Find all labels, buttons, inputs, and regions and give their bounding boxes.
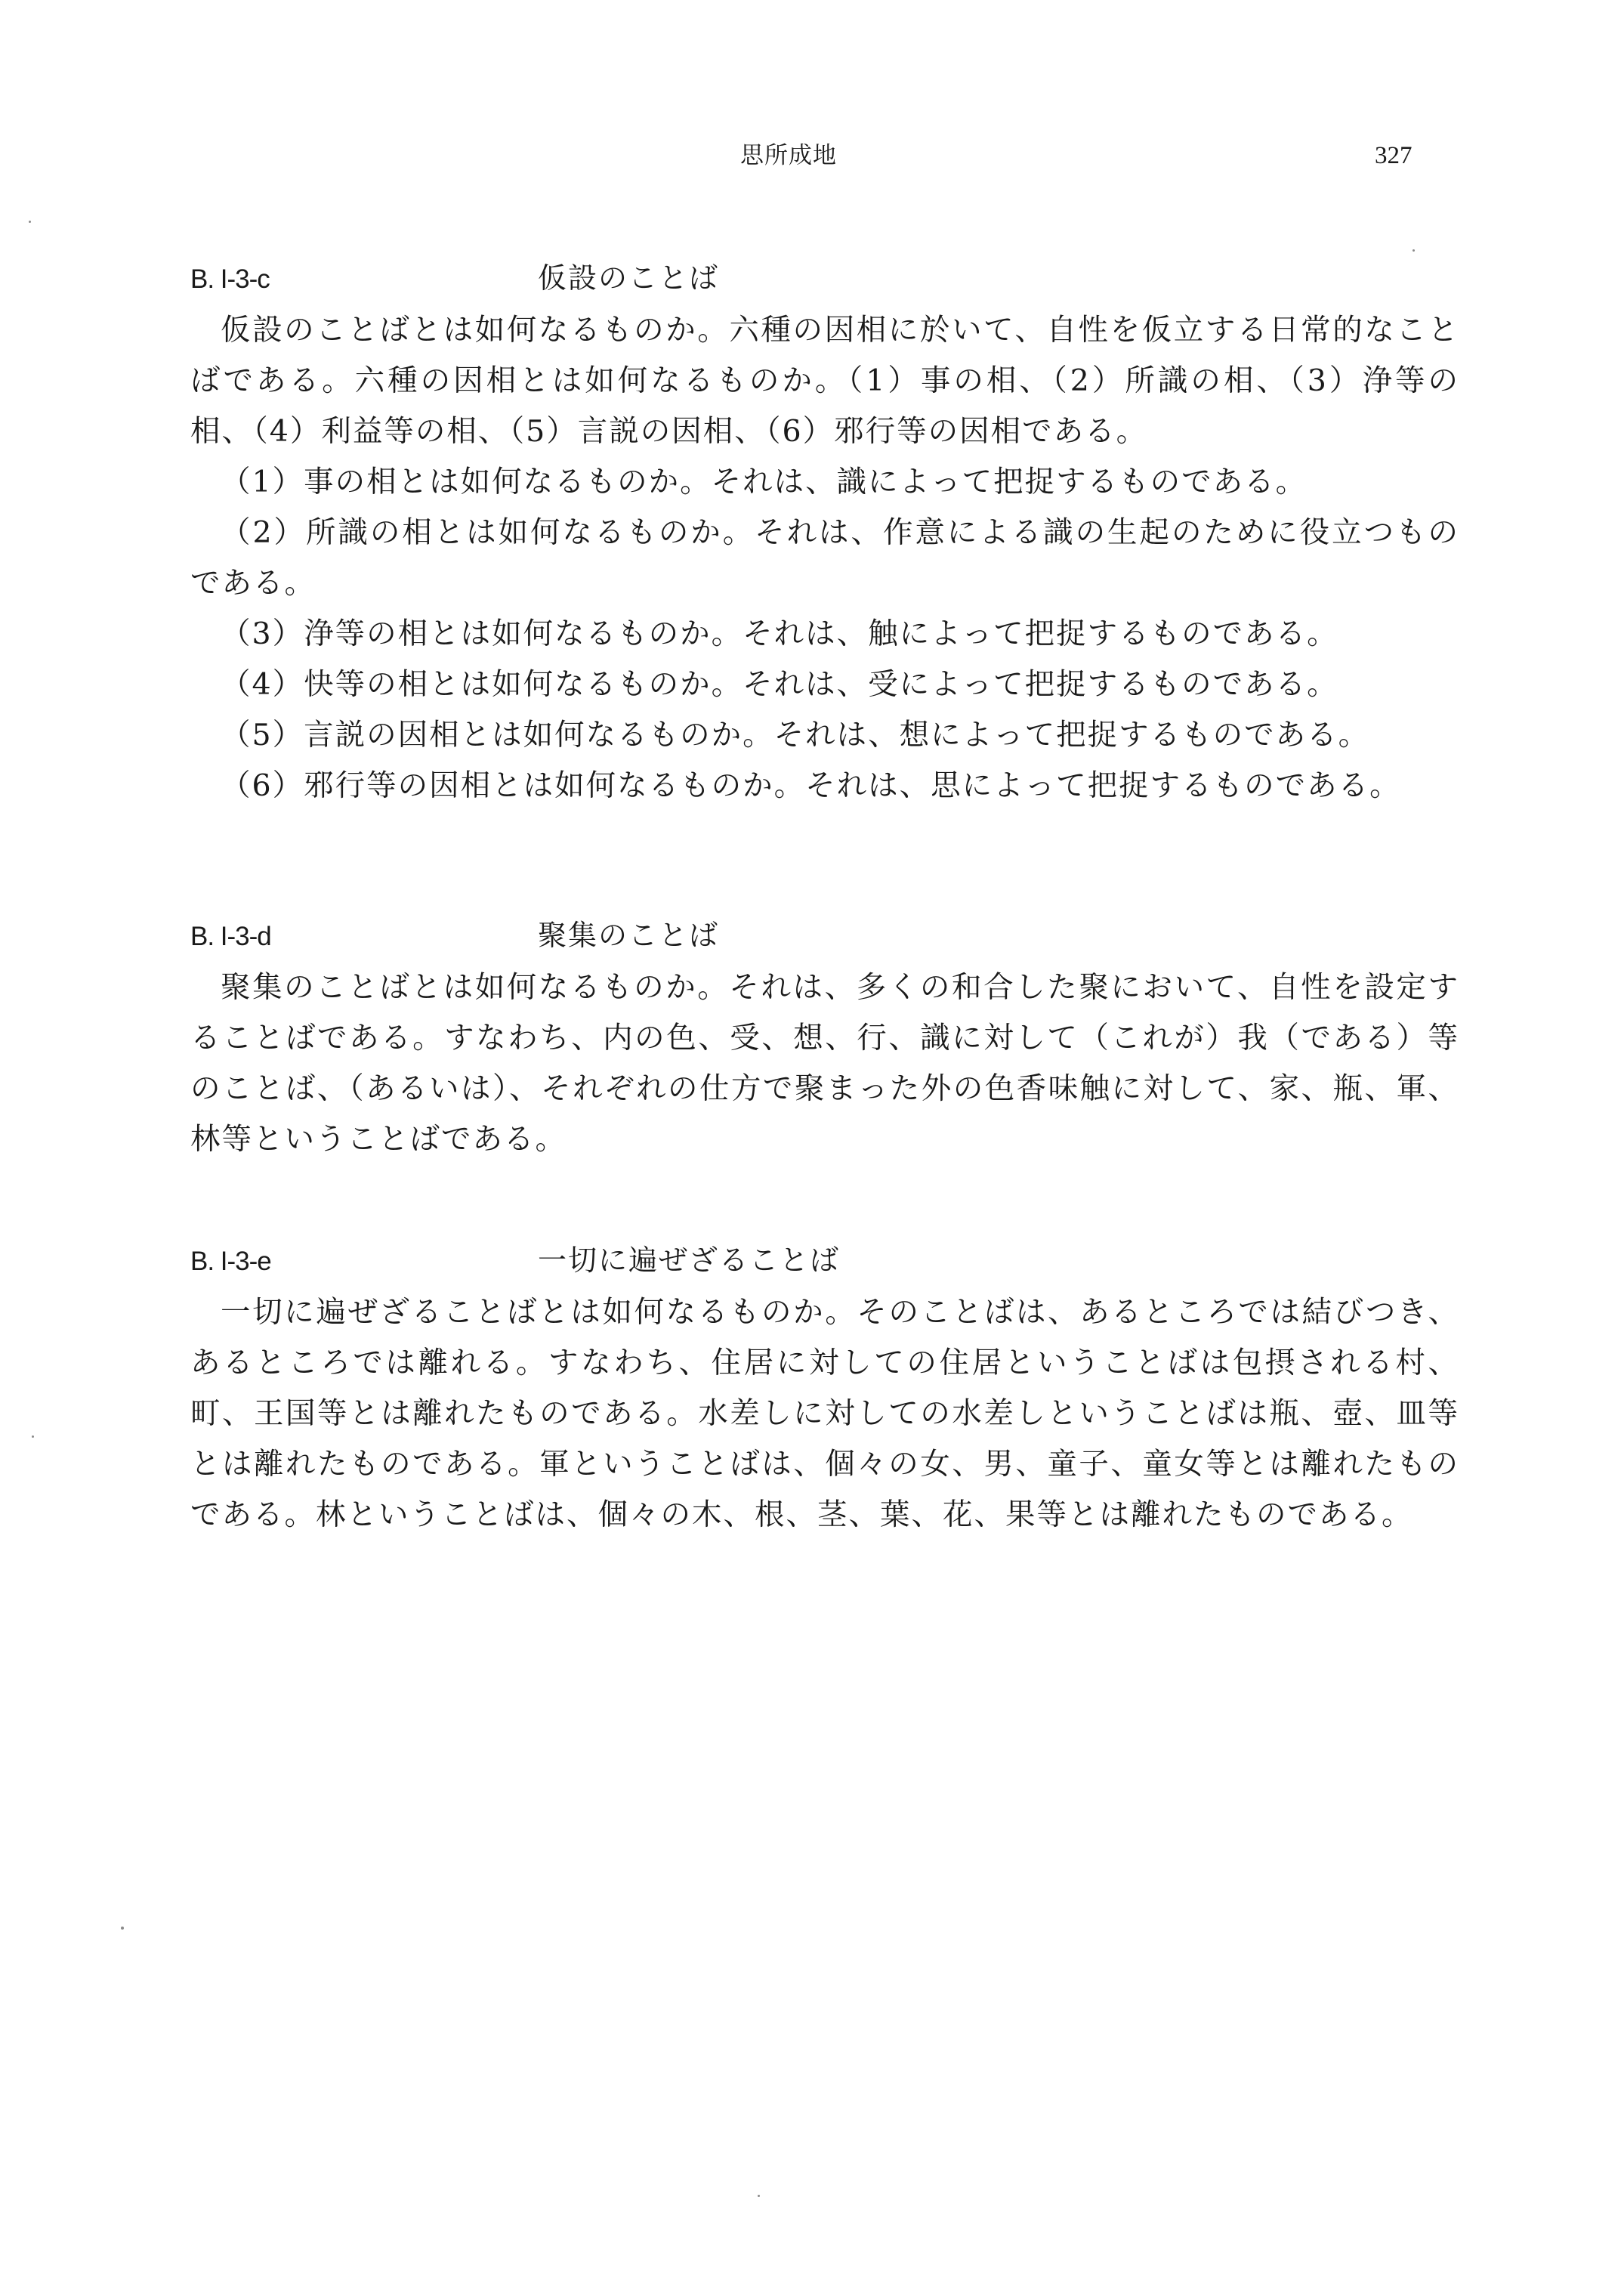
section-id: B. I-3-e xyxy=(190,1247,271,1276)
paragraph: 仮設のことばとは如何なるものか。六種の因相に於いて、自性を仮立する日常的なことばである。六種の因相とは如何なるものか。（1）事の相、（2）所識の相、（3）浄等の相、（4）利益等の相、（5）言説の因相、（6）邪行等の因相である。 xyxy=(190,313,1459,449)
section-id: B. I-3-d xyxy=(190,922,271,951)
paragraph: （4）快等の相とは如何なるものか。それは、受によって把捉するものである。 xyxy=(221,667,1338,702)
paragraph: 一切に遍ぜざることばとは如何なるものか。そのことばは、あるところでは結びつき、あるところでは離れる。すなわち、住居に対しての住居ということばは包摂される村、町、王国等とは離れたものである。水差しに対しての水差しということばは瓶、壺、皿等とは離れたものである。軍ということばは、個々の女、男、童子、童女等とは離れたものである。林ということばは、個々の木、根、茎、葉、花、果等とは離れたものである。 xyxy=(190,1295,1459,1532)
section-b-i-3-c xyxy=(190,257,1459,811)
section-title: 聚集のことば xyxy=(538,919,720,952)
paragraph: （6）邪行等の因相とは如何なるものか。それは、思によって把捉するものである。 xyxy=(221,768,1401,803)
scan-speck xyxy=(758,2195,760,2197)
section-heading xyxy=(190,1239,1459,1287)
paragraph: （2）所識の相とは如何なるものか。それは、作意による識の生起のために役立つものである。 xyxy=(190,515,1459,601)
section-title: 一切に遍ぜざることば xyxy=(538,1244,841,1277)
page-number: 327 xyxy=(1375,142,1413,169)
scan-speck xyxy=(32,1435,34,1438)
scan-speck xyxy=(121,1927,124,1930)
scan-speck xyxy=(1413,249,1415,252)
section-b-i-3-e xyxy=(190,1239,1459,1540)
scan-speck xyxy=(29,221,31,223)
section-title: 仮設のことば xyxy=(538,261,720,295)
running-header xyxy=(0,141,1624,178)
paragraph: （3）浄等の相とは如何なるものか。それは、触によって把捉するものである。 xyxy=(221,616,1338,651)
section-heading xyxy=(190,914,1459,963)
paragraph: 聚集のことばとは如何なるものか。それは、多くの和合した聚において、自性を設定することばである。すなわち、内の色、受、想、行、識に対して（これが）我（である）等のことば、（あるいは）、それぞれの仕方で聚まった外の色香味触に対して、家、瓶、軍、林等ということばである。 xyxy=(190,970,1459,1157)
paragraph: （1）事の相とは如何なるものか。それは、識によって把捉するものである。 xyxy=(221,465,1308,499)
section-heading xyxy=(190,257,1459,305)
section-id: B. I-3-c xyxy=(190,264,270,294)
paragraph: （5）言説の因相とは如何なるものか。それは、想によって把捉するものである。 xyxy=(221,718,1370,752)
section-b-i-3-d xyxy=(190,914,1459,1165)
running-title: 思所成地 xyxy=(740,142,837,169)
